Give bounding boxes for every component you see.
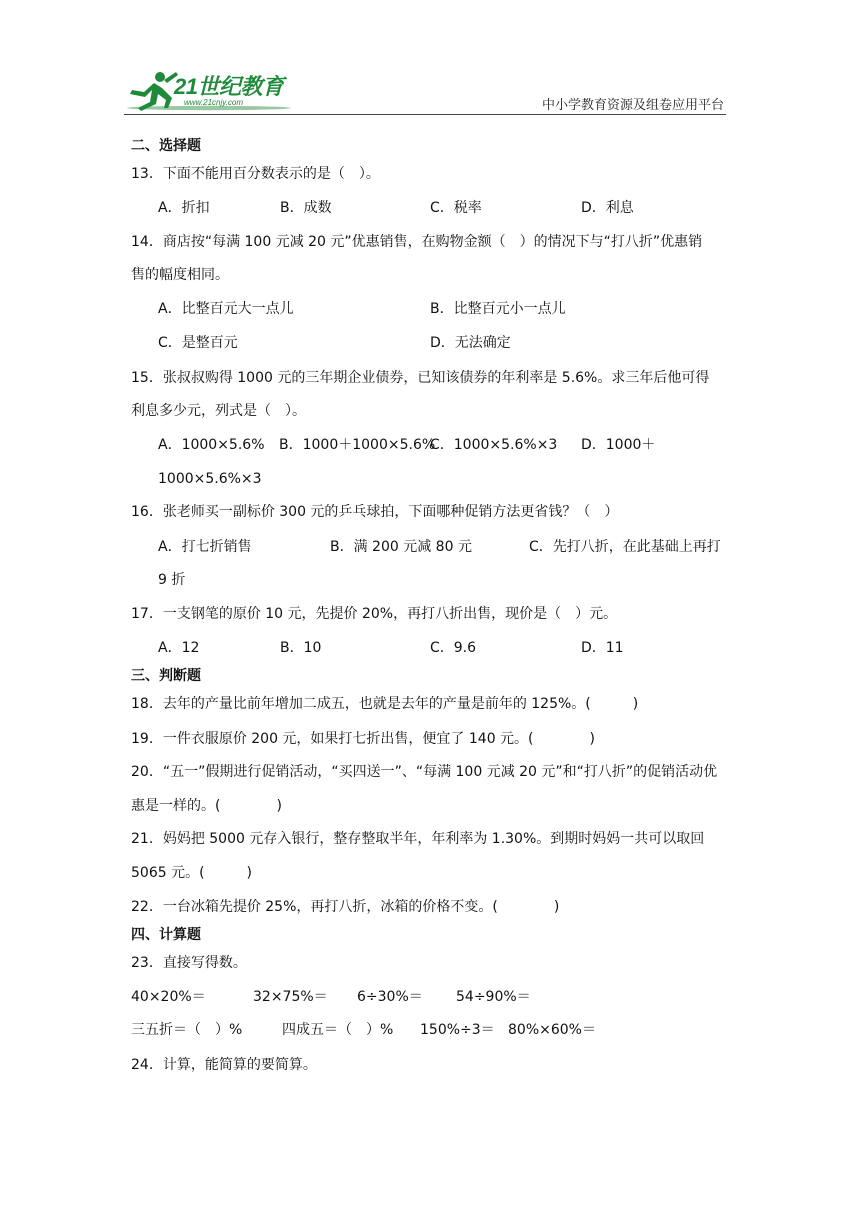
q13-option-d: D．利息 (581, 200, 634, 216)
q15-option-a: A．1000×5.6% (158, 437, 265, 453)
header-tagline: 中小学教育资源及组卷应用平台 (541, 98, 724, 113)
q16-option-c: C．先打八折，在此基础上再打 (529, 539, 721, 555)
q15-option-b: B．1000＋1000×5.6% (279, 437, 436, 453)
q16-option-c-cont: 9 折 (158, 572, 186, 588)
question-21: 21．妈妈把 5000 元存入银行，整存整取半年，年利率为 1.30%。到期时妈妈一共可以取回 (131, 831, 705, 847)
section-title-choice: 二、选择题 (131, 138, 201, 154)
calc-item: 40×20%＝ (131, 989, 206, 1005)
question-23: 23．直接写得数。 (131, 955, 247, 971)
q17-option-d: D．11 (581, 640, 624, 656)
question-24: 24．计算，能简算的要简算。 (131, 1057, 317, 1073)
q14-option-a: A．比整百元大一点儿 (158, 301, 294, 317)
question-18: 18．去年的产量比前年增加二成五，也就是去年的产量是前年的 125%。( ) (131, 696, 639, 712)
question-15-cont: 利息多少元，列式是（ ）。 (131, 403, 306, 419)
q16-option-a: A．打七折销售 (158, 539, 252, 555)
q14-option-c: C．是整百元 (158, 335, 238, 351)
section-title-judge: 三、判断题 (131, 668, 201, 684)
question-14: 14．商店按“每满 100 元减 20 元”优惠销售，在购物金额（ ）的情况下与“打八折”优惠销 (131, 234, 703, 250)
question-20: 20．“五一”假期进行促销活动，“买四送一”、“每满 100 元减 20 元”和“打八折”的促销活动优 (131, 764, 718, 780)
question-17: 17．一支钢笔的原价 10 元，先提价 20%，再打八折出售，现价是（ ）元。 (131, 606, 618, 622)
question-16: 16．张老师买一副标价 300 元的乒乓球拍，下面哪种促销方法更省钱？（ ） (131, 504, 619, 520)
q17-option-c: C．9.6 (430, 640, 477, 656)
calc-item: 三五折＝（ ）% (131, 1022, 243, 1038)
brand-name: 21世纪教育 (174, 74, 284, 99)
q14-option-d: D．无法确定 (430, 335, 511, 351)
q15-option-c: C．1000×5.6%×3 (430, 437, 558, 453)
q15-option-d: D．1000＋ (581, 437, 656, 453)
q14-option-b: B．比整百元小一点儿 (430, 301, 566, 317)
calc-item: 四成五＝（ ）% (282, 1022, 394, 1038)
question-13: 13．下面不能用百分数表示的是（ ）。 (131, 166, 380, 182)
question-21-cont: 5065 元。( ) (131, 865, 253, 881)
calc-item: 80%×60%＝ (508, 1022, 596, 1038)
question-14-cont: 售的幅度相同。 (131, 267, 229, 283)
question-22: 22．一台冰箱先提价 25%，再打八折，冰箱的价格不变。( ) (131, 899, 560, 915)
q13-option-c: C．税率 (430, 200, 482, 216)
question-15: 15．张叔叔购得 1000 元的三年期企业债券，已知该债券的年利率是 5.6%。求三年后他可得 (131, 370, 710, 386)
brand-url: www.21cnjy.com (184, 98, 243, 107)
q15-option-d-cont: 1000×5.6%×3 (158, 471, 262, 487)
question-19: 19．一件衣服原价 200 元，如果打七折出售，便宜了 140 元。( ) (131, 731, 595, 747)
q17-option-a: A．12 (158, 640, 200, 656)
header-divider (124, 114, 726, 115)
q13-option-b: B．成数 (280, 200, 332, 216)
calc-item: 6÷30%＝ (357, 989, 423, 1005)
calc-item: 32×75%＝ (253, 989, 328, 1005)
calc-item: 54÷90%＝ (456, 989, 531, 1005)
q17-option-b: B．10 (280, 640, 322, 656)
question-20-cont: 惠是一样的。( ) (131, 798, 282, 814)
calc-item: 150%÷3＝ (420, 1022, 495, 1038)
q16-option-b: B．满 200 元减 80 元 (330, 539, 472, 555)
page-header (124, 64, 726, 114)
q13-option-a: A．折扣 (158, 200, 210, 216)
section-title-calc: 四、计算题 (131, 927, 201, 943)
